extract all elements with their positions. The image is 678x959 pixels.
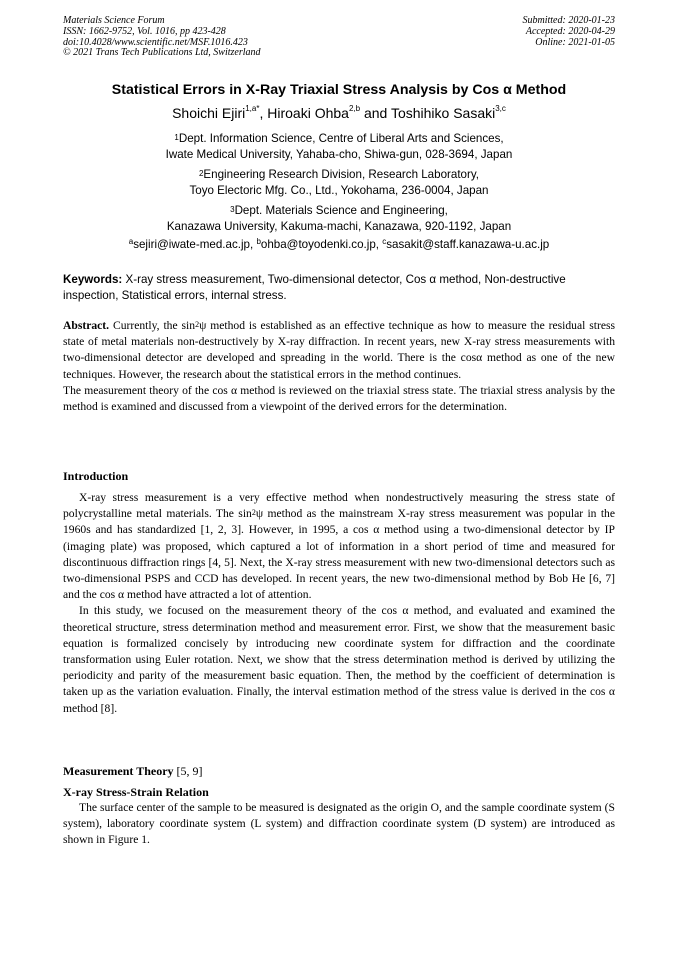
author-name: Toshihiko Sasaki — [390, 105, 496, 121]
email-link[interactable]: ohba@toyodenki.co.jp — [260, 238, 376, 251]
affiliation-sup: 2 — [198, 169, 204, 178]
abstract-text: Currently, the sin — [109, 319, 196, 332]
email-link[interactable]: sasakit@staff.kanazawa-u.ac.jp — [386, 238, 550, 251]
author-sup: 2,b — [348, 104, 361, 113]
measurement-theory-title: Measurement Theory — [63, 764, 174, 778]
abstract-label: Abstract. — [63, 319, 110, 332]
affiliation-line: Dept. Materials Science and Engineering, — [234, 204, 448, 217]
intro-paragraph: In this study, we focused on the measurement theory of the cos α method, and evaluated and examined the theoretical structure, stress determination method and measurement error. First, we show that the measurement basic equation is formalized concisely by introducing new coordinate system for diffraction and the coordinate transformation using Euler rotation. Next, we show that the stress determination method is derived by utilizing the periodicity and parity of the measurement basic equation. Then, the method by the coefficient of determination is taken up as the variation evaluation. Finally, the interval estimation method of the stress value is derived in the cos α method [8]. — [63, 604, 615, 715]
affiliation-line: Iwate Medical University, Yahaba-cho, Shiwa-gun, 028-3694, Japan — [165, 148, 513, 161]
keywords-label: Keywords: — [63, 273, 123, 286]
affiliation-line: Toyo Electoric Mfg. Co., Ltd., Yokohama, 236-0004, Japan — [189, 184, 489, 197]
affiliation-1 — [0, 131, 678, 163]
measurement-theory-refs: [5, 9] — [173, 764, 203, 778]
intro-text: ψ method as the mainstream X-ray stress measurement was popular in the 1960s and has standardized [1, 2, 3]. However, in 1995, a cos α method using a two-dimensional detector by IP (imaging plate) was proposed, which captured a lot of information in a short period of time and measured for discontinuous diffraction rings [4, 5]. Next, the X-ray stress measurement with new two-dimensional detectors such as two-dimensional PSPS and CCD has developed. In recent years, the new two-dimensional method by Bob He [6, 7] and the cos α method have attracted a lot of attention. — [63, 507, 615, 602]
email-link[interactable]: sejiri@iwate-med.ac.jp — [133, 238, 250, 251]
affiliation-sup: 1 — [174, 133, 179, 142]
email-sup: a — [128, 237, 134, 246]
abstract-text: ψ method is established as an effective technique as how to measure the residual stress state of metal materials non-destructively by X-ray diffraction. In recent years, new X-ray stress measurements with two-dimensional detector are developed and spreading in the world. There is the cosα method as one of the new techniques. However, the research about the statistical errors in the method continues. — [63, 319, 615, 381]
abstract-block — [63, 318, 615, 415]
intro-sup: 2 — [251, 508, 256, 518]
stress-strain-paragraph: The surface center of the sample to be measured is designated as the origin O, and the sample coordinate system (S system), laboratory coordinate system (L system) and diffraction coordinate system (D system) are introduced as shown in Figure 1. — [63, 801, 615, 847]
accepted-date: Accepted: 2020-04-29 — [525, 25, 615, 37]
journal-header — [63, 16, 261, 59]
abstract-paragraph — [63, 318, 615, 383]
journal-name: Materials Science Forum — [63, 15, 165, 26]
affiliation-line: Engineering Research Division, Research Laboratory, — [203, 168, 480, 181]
subsection-heading-stress-strain: X-ray Stress-Strain Relation — [63, 785, 209, 799]
journal-copyright: © 2021 Trans Tech Publications Ltd, Switzerland — [63, 47, 261, 59]
author-list — [0, 105, 678, 121]
email-list: $^a$sejiri@iwate-med.ac.jp, $^b$ohba@toyodenki.co.jp, $^c$sasakit@staff.kanazawa-u.ac.jp — [128, 237, 550, 251]
section-heading-measurement-theory — [63, 764, 203, 779]
affiliation-3 — [0, 203, 678, 235]
author-sep: and — [360, 105, 391, 121]
affiliation-2 — [0, 167, 678, 199]
affiliation-sup: 3 — [230, 205, 235, 214]
paper-title: Statistical Errors in X-Ray Triaxial Stress Analysis by Cos α Method — [111, 82, 567, 98]
intro-text: X-ray stress measurement is a very effective method when nondestructively measuring the stress state of polycrystalline metal materials. The sin — [63, 491, 615, 521]
affiliation-line: Kanazawa University, Kakuma-machi, Kanazawa, 920-1192, Japan — [166, 220, 512, 233]
keywords-text: X-ray stress measurement, Two-dimensional detector, Cos α method, Non-destructive inspection, Statistical errors, internal stress. — [63, 273, 566, 302]
dates-header — [523, 16, 616, 48]
author-sup: 3,c — [495, 104, 506, 113]
abstract-sup: 2 — [195, 320, 200, 329]
email-sup: b — [256, 237, 261, 246]
author-name: Hiroaki Ohba — [267, 105, 349, 121]
stress-strain-body — [63, 800, 615, 849]
author-sep: , — [259, 105, 268, 121]
journal-issn: ISSN: 1662-9752, Vol. 1016, pp 423-428 — [63, 25, 226, 37]
email-sup: c — [382, 237, 387, 246]
affiliation-line: Dept. Information Science, Centre of Liberal Arts and Sciences, — [178, 132, 504, 145]
journal-doi: doi:10.4028/www.scientific.net/MSF.1016.423 — [63, 36, 248, 48]
abstract-paragraph: The measurement theory of the cos α method is reviewed on the triaxial stress state. The triaxial stress analysis by the method is examined and discussed from a viewpoint of the derived errors for the determination. — [63, 383, 615, 414]
section-heading-introduction: Introduction — [63, 469, 129, 483]
submitted-date: Submitted: 2020-01-23 — [522, 15, 615, 26]
online-date: Online: 2021-01-05 — [535, 36, 615, 48]
introduction-body — [63, 490, 615, 717]
keywords-block — [63, 272, 615, 303]
intro-paragraph — [63, 490, 615, 603]
author-name: Shoichi Ejiri — [172, 105, 246, 121]
author-sup: 1,a* — [245, 104, 260, 113]
